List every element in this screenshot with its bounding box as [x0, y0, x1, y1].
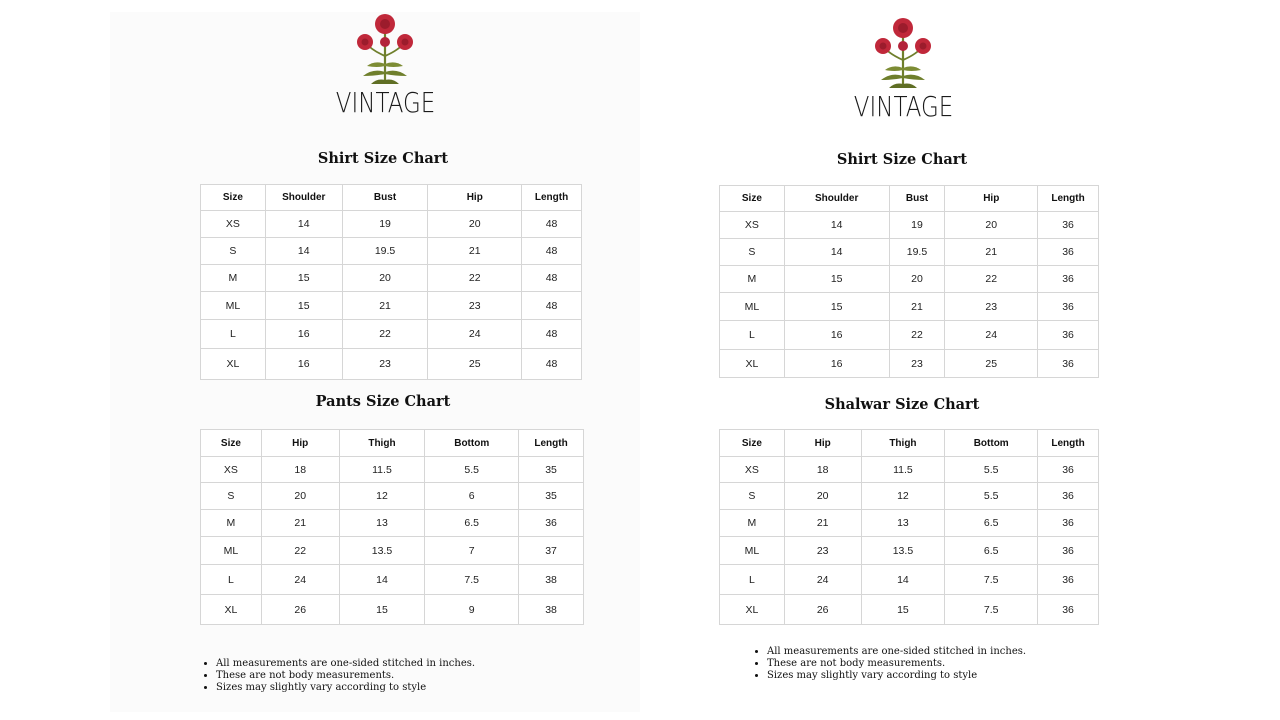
size-cell: XL	[720, 595, 785, 625]
note-item: • All measurements are one-sided stitched in inches.	[767, 646, 1026, 658]
measurement-cell: 14	[784, 212, 889, 239]
table-header-row	[201, 430, 584, 457]
measurement-cell: 19.5	[889, 239, 945, 266]
right-shirt-size-table	[719, 185, 1099, 378]
measurement-cell: 15	[339, 595, 425, 625]
measurement-cell: 15	[784, 266, 889, 293]
measurement-cell: 20	[889, 266, 945, 293]
measurement-cell: 7.5	[945, 565, 1038, 595]
column-header: Length	[522, 185, 582, 211]
size-cell: XL	[201, 349, 266, 380]
column-header: Size	[720, 186, 785, 212]
measurement-cell: 15	[265, 265, 342, 292]
table-row	[201, 349, 582, 380]
column-header: Hip	[261, 430, 339, 457]
size-cell: S	[201, 483, 262, 510]
measurement-cell: 21	[784, 510, 861, 537]
table-row	[720, 483, 1099, 510]
size-cell: M	[720, 266, 785, 293]
measurement-cell: 22	[261, 537, 339, 565]
table-row	[201, 292, 582, 320]
brand-name: VINTAGE	[335, 86, 436, 119]
measurement-cell: 36	[1038, 483, 1099, 510]
measurement-cell: 23	[945, 293, 1038, 321]
table-row	[201, 320, 582, 349]
measurement-cell: 23	[342, 349, 428, 380]
measurement-cell: 36	[1038, 239, 1099, 266]
measurement-cell: 16	[784, 350, 889, 378]
size-cell: ML	[201, 292, 266, 320]
measurement-cell: 15	[861, 595, 945, 625]
measurement-cell: 21	[261, 510, 339, 537]
measurement-cell: 7.5	[945, 595, 1038, 625]
measurement-cell: 24	[784, 565, 861, 595]
right-notes-list	[751, 646, 1026, 682]
measurement-cell: 37	[519, 537, 584, 565]
size-cell: XL	[201, 595, 262, 625]
table-header-row	[720, 186, 1099, 212]
column-header: Length	[1038, 186, 1099, 212]
measurement-cell: 5.5	[425, 457, 519, 483]
measurement-cell: 6.5	[425, 510, 519, 537]
measurement-cell: 20	[784, 483, 861, 510]
size-cell: L	[201, 320, 266, 349]
measurement-cell: 14	[784, 239, 889, 266]
measurement-cell: 22	[945, 266, 1038, 293]
measurement-cell: 20	[261, 483, 339, 510]
measurement-cell: 23	[428, 292, 522, 320]
column-header: Bottom	[945, 430, 1038, 457]
measurement-cell: 9	[425, 595, 519, 625]
measurement-cell: 14	[265, 211, 342, 238]
measurement-cell: 12	[339, 483, 425, 510]
column-header: Size	[720, 430, 785, 457]
measurement-cell: 20	[945, 212, 1038, 239]
size-cell: S	[720, 483, 785, 510]
measurement-cell: 36	[1038, 565, 1099, 595]
measurement-cell: 19	[889, 212, 945, 239]
measurement-cell: 26	[261, 595, 339, 625]
measurement-cell: 20	[342, 265, 428, 292]
measurement-cell: 22	[342, 320, 428, 349]
measurement-cell: 23	[889, 350, 945, 378]
table-row	[720, 293, 1099, 321]
size-cell: L	[720, 321, 785, 350]
column-header: Bottom	[425, 430, 519, 457]
table-row	[720, 239, 1099, 266]
measurement-cell: 36	[1038, 595, 1099, 625]
column-header: Length	[1038, 430, 1099, 457]
column-header: Hip	[428, 185, 522, 211]
column-header: Size	[201, 185, 266, 211]
measurement-cell: 38	[519, 565, 584, 595]
size-cell: XS	[201, 457, 262, 483]
table-row	[201, 483, 584, 510]
note-item: • All measurements are one-sided stitched in inches.	[216, 658, 475, 670]
column-header: Hip	[945, 186, 1038, 212]
note-item: • These are not body measurements.	[216, 670, 475, 682]
note-item: • Sizes may slightly vary according to style	[767, 670, 1026, 682]
table-header-row	[720, 430, 1099, 457]
measurement-cell: 6	[425, 483, 519, 510]
size-cell: XL	[720, 350, 785, 378]
left-shirt-chart-title: Shirt Size Chart	[317, 150, 449, 167]
measurement-cell: 35	[519, 483, 584, 510]
measurement-cell: 14	[265, 238, 342, 265]
right-shirt-chart-title: Shirt Size Chart	[836, 151, 968, 168]
left-shirt-size-table	[200, 184, 582, 380]
table-row	[720, 350, 1099, 378]
measurement-cell: 21	[889, 293, 945, 321]
measurement-cell: 11.5	[339, 457, 425, 483]
measurement-cell: 36	[1038, 321, 1099, 350]
size-cell: S	[201, 238, 266, 265]
measurement-cell: 36	[1038, 212, 1099, 239]
measurement-cell: 12	[861, 483, 945, 510]
note-item: • Sizes may slightly vary according to style	[216, 682, 475, 694]
measurement-cell: 35	[519, 457, 584, 483]
measurement-cell: 48	[522, 292, 582, 320]
column-header: Length	[519, 430, 584, 457]
measurement-cell: 25	[945, 350, 1038, 378]
measurement-cell: 14	[339, 565, 425, 595]
column-header: Shoulder	[784, 186, 889, 212]
size-cell: ML	[720, 537, 785, 565]
measurement-cell: 48	[522, 211, 582, 238]
measurement-cell: 15	[784, 293, 889, 321]
measurement-cell: 11.5	[861, 457, 945, 483]
measurement-cell: 13.5	[861, 537, 945, 565]
measurement-cell: 21	[342, 292, 428, 320]
measurement-cell: 23	[784, 537, 861, 565]
measurement-cell: 15	[265, 292, 342, 320]
measurement-cell: 20	[428, 211, 522, 238]
table-row	[720, 565, 1099, 595]
measurement-cell: 21	[945, 239, 1038, 266]
table-row	[720, 537, 1099, 565]
measurement-cell: 36	[1038, 350, 1099, 378]
table-row	[201, 211, 582, 238]
measurement-cell: 6.5	[945, 537, 1038, 565]
measurement-cell: 26	[784, 595, 861, 625]
left-logo	[325, 12, 445, 118]
table-row	[720, 212, 1099, 239]
measurement-cell: 13	[339, 510, 425, 537]
size-cell: ML	[201, 537, 262, 565]
size-cell: XS	[720, 457, 785, 483]
column-header: Hip	[784, 430, 861, 457]
size-cell: M	[201, 265, 266, 292]
measurement-cell: 38	[519, 595, 584, 625]
size-cell: XS	[720, 212, 785, 239]
measurement-cell: 25	[428, 349, 522, 380]
left-notes-list	[200, 658, 475, 694]
measurement-cell: 48	[522, 265, 582, 292]
measurement-cell: 7.5	[425, 565, 519, 595]
measurement-cell: 24	[945, 321, 1038, 350]
column-header: Size	[201, 430, 262, 457]
table-row	[720, 266, 1099, 293]
flower-icon	[353, 12, 417, 86]
table-row	[201, 238, 582, 265]
measurement-cell: 16	[265, 349, 342, 380]
measurement-cell: 13	[861, 510, 945, 537]
measurement-cell: 7	[425, 537, 519, 565]
table-row	[720, 457, 1099, 483]
table-row	[201, 565, 584, 595]
measurement-cell: 16	[265, 320, 342, 349]
size-cell: M	[201, 510, 262, 537]
left-pants-chart-title: Pants Size Chart	[315, 393, 451, 410]
measurement-cell: 24	[428, 320, 522, 349]
measurement-cell: 18	[261, 457, 339, 483]
flower-icon	[871, 16, 935, 90]
measurement-cell: 48	[522, 320, 582, 349]
measurement-cell: 22	[428, 265, 522, 292]
table-row	[201, 510, 584, 537]
measurement-cell: 19.5	[342, 238, 428, 265]
column-header: Bust	[342, 185, 428, 211]
measurement-cell: 48	[522, 349, 582, 380]
size-cell: L	[720, 565, 785, 595]
measurement-cell: 14	[861, 565, 945, 595]
brand-name: VINTAGE	[853, 90, 954, 123]
measurement-cell: 36	[1038, 537, 1099, 565]
table-row	[720, 321, 1099, 350]
measurement-cell: 18	[784, 457, 861, 483]
size-cell: M	[720, 510, 785, 537]
measurement-cell: 36	[519, 510, 584, 537]
table-row	[201, 595, 584, 625]
measurement-cell: 36	[1038, 457, 1099, 483]
right-logo	[843, 16, 963, 122]
measurement-cell: 24	[261, 565, 339, 595]
size-cell: ML	[720, 293, 785, 321]
right-shalwar-chart-title: Shalwar Size Chart	[824, 396, 980, 413]
measurement-cell: 5.5	[945, 457, 1038, 483]
measurement-cell: 22	[889, 321, 945, 350]
table-row	[201, 537, 584, 565]
measurement-cell: 36	[1038, 293, 1099, 321]
size-cell: XS	[201, 211, 266, 238]
table-row	[720, 510, 1099, 537]
column-header: Thigh	[861, 430, 945, 457]
column-header: Bust	[889, 186, 945, 212]
column-header: Thigh	[339, 430, 425, 457]
measurement-cell: 48	[522, 238, 582, 265]
measurement-cell: 21	[428, 238, 522, 265]
table-row	[720, 595, 1099, 625]
table-header-row	[201, 185, 582, 211]
measurement-cell: 16	[784, 321, 889, 350]
left-pants-size-table	[200, 429, 584, 625]
right-shalwar-size-table	[719, 429, 1099, 625]
note-item: • These are not body measurements.	[767, 658, 1026, 670]
table-row	[201, 457, 584, 483]
measurement-cell: 5.5	[945, 483, 1038, 510]
measurement-cell: 36	[1038, 266, 1099, 293]
size-cell: L	[201, 565, 262, 595]
measurement-cell: 6.5	[945, 510, 1038, 537]
size-cell: S	[720, 239, 785, 266]
measurement-cell: 13.5	[339, 537, 425, 565]
table-row	[201, 265, 582, 292]
column-header: Shoulder	[265, 185, 342, 211]
measurement-cell: 36	[1038, 510, 1099, 537]
measurement-cell: 19	[342, 211, 428, 238]
